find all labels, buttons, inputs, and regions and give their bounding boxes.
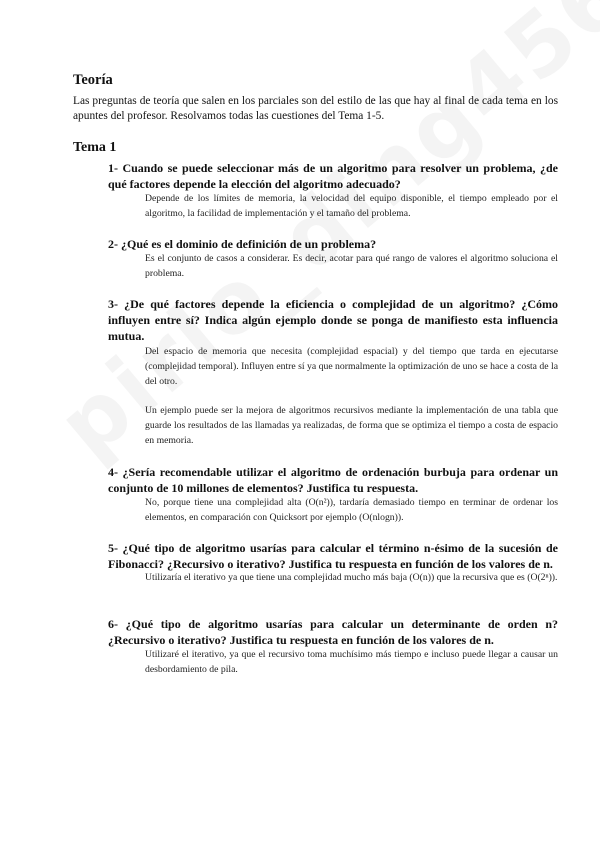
- tema-title: Tema 1: [73, 140, 117, 155]
- answer-2: Es el conjunto de casos a considerar. Es decir, acotar para qué rango de valores el algoritmo soluciona el problema.: [145, 253, 558, 279]
- question-4: 4- ¿Sería recomendable utilizar el algoritmo de ordenación burbuja para ordenar un conjunto de 10 millones de elementos? Justifica tu respuesta.: [108, 465, 558, 495]
- question-2: 2- ¿Qué es el dominio de definición de un problema?: [108, 237, 377, 251]
- answer-5: Utilizaría el iterativo ya que tiene una complejidad mucho más baja (O(n)) que la recursiva que es (O(2ⁿ)).: [145, 572, 558, 583]
- answer-3: Del espacio de memoria que necesita (complejidad espacial) y del tiempo que tarda en ejecutarse (complejidad temporal). Influyen entre sí ya que normalmente la optimización de uno se hace a costa de la del otro.: [145, 346, 558, 387]
- answer-1: Depende de los límites de memoria, la velocidad del equipo disponible, el tiempo empleado por el algoritmo, la facilidad de implementación y el tamaño del problema.: [145, 193, 558, 219]
- section-title-teoria: Teoría: [73, 72, 113, 88]
- answer-6: Utilizaré el iterativo, ya que el recursivo toma muchísimo más tiempo e incluso puede llegar a causar un desbordamiento de pila.: [145, 649, 558, 675]
- answer-3-example: Un ejemplo puede ser la mejora de algoritmos recursivos mediante la implementación de una tabla que guarde los resultados de las llamadas ya realizadas, de forma que se optimiza el tiempo a costa de espacio en memoria.: [145, 405, 558, 446]
- question-1: 1- Cuando se puede seleccionar más de un algoritmo para resolver un problema, ¿de qué factores depende la elección del algoritmo adecuado?: [108, 161, 558, 191]
- question-3: 3- ¿De qué factores depende la eficiencia o complejidad de un algoritmo? ¿Cómo influyen entre sí? Indica algún ejemplo donde se ponga de manifiesto esta influencia mutua.: [108, 297, 558, 343]
- question-5: 5- ¿Qué tipo de algoritmo usarías para calcular el término n-ésimo de la sucesión de Fibonacci? ¿Recursivo o iterativo? Justifica tu respuesta en función de los valores de n.: [108, 541, 558, 571]
- question-6: 6- ¿Qué tipo de algoritmo usarías para calcular un determinante de orden n? ¿Recursivo o iterativo? Justifica tu respuesta en función de los valores de n.: [108, 617, 558, 647]
- answer-4: No, porque tiene una complejidad alta (O(n²)), tardaría demasiado tiempo en terminar de ordenar los elementos, en comparación con Quicksort por ejemplo (O(nlogn)).: [145, 497, 558, 523]
- intro-paragraph: Las preguntas de teoría que salen en los parciales son del estilo de las que hay al final de cada tema en los apuntes del profesor. Resolvamos todas las cuestiones del Tema 1-5.: [73, 95, 558, 122]
